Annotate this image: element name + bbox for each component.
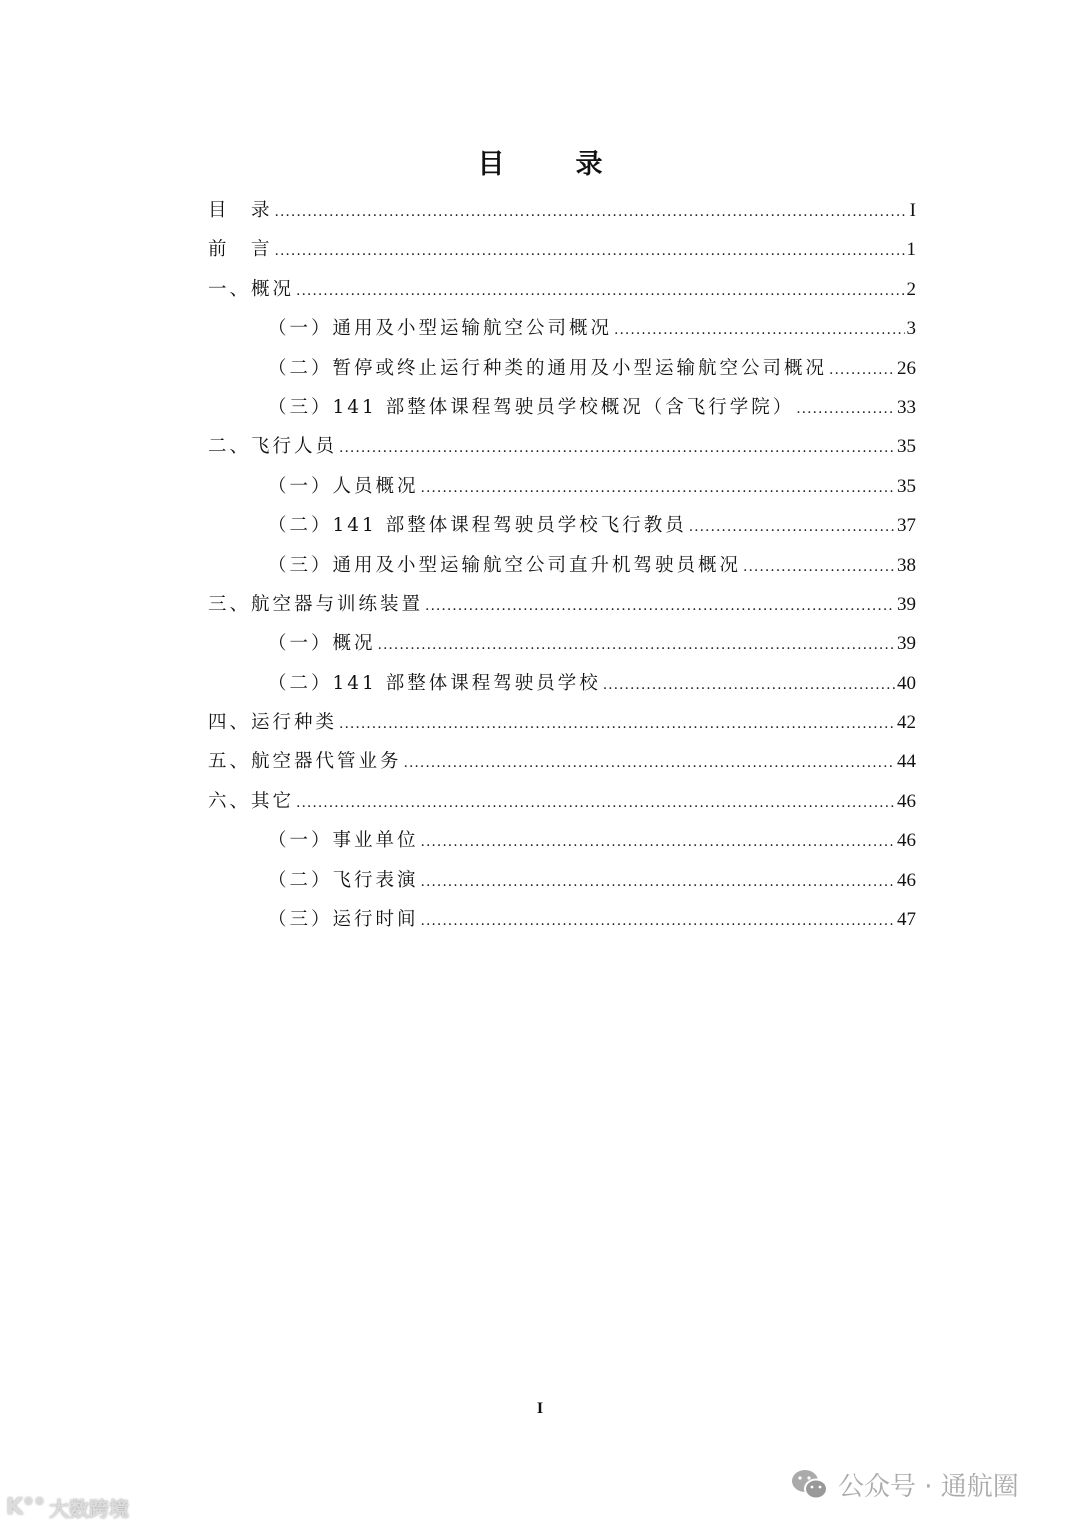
toc-entry[interactable] [208,905,916,944]
dot-leader [829,362,895,378]
dot-leader [339,440,895,456]
toc-entry-page: 39 [897,633,916,655]
toc-entry-label: （三）运行时间 [268,909,419,931]
toc-entry[interactable] [208,590,916,629]
toc-entry-label: 三、航空器与训练装置 [208,593,424,615]
toc-entry-page: 33 [897,396,916,418]
dot-leader [796,401,895,417]
dot-leader [404,755,895,771]
dot-leader [421,834,895,850]
dot-leader [421,874,895,890]
toc-entry-page: 38 [897,554,916,576]
toc-entry[interactable] [208,866,916,905]
dot-leader [603,677,895,693]
toc-entry-label: （二）飞行表演 [268,869,419,891]
toc-entry-page: 46 [897,790,916,812]
brand-name: 大数跨境 [49,1497,130,1521]
dot-leader [296,795,895,811]
page-title: 目 录 [477,149,625,180]
dot-leader [421,913,895,929]
dot-leader [614,322,904,338]
toc-entry-label: 前 言 [208,239,273,261]
toc-entry-page: 37 [897,515,916,537]
toc-entry[interactable] [208,314,916,353]
toc-entry[interactable] [208,629,916,668]
brand-watermark [6,1493,129,1522]
toc-entry-label: 六、其它 [208,790,295,812]
dot-leader [425,598,895,614]
toc-entry-label: 二、飞行人员 [208,436,338,458]
toc-entry[interactable] [208,551,916,590]
toc-entry[interactable] [208,669,916,708]
toc-entry[interactable] [208,472,916,511]
wechat-icon [790,1468,830,1502]
wechat-watermark [790,1466,1019,1503]
toc-entry[interactable] [208,196,916,235]
toc-entry-label: 四、运行种类 [208,712,338,734]
toc-entry[interactable] [208,275,916,314]
dot-leader [275,243,905,259]
table-of-contents [208,196,916,944]
toc-entry-page: I [909,200,916,221]
wechat-account-name: 公众号 · 通航圈 [838,1472,1019,1502]
toc-entry-page: 26 [897,357,916,379]
toc-entry-label: （二）暂停或终止运行种类的通用及小型运输航空公司概况 [268,357,828,379]
toc-entry-page: 35 [897,436,916,458]
dot-leader [339,716,895,732]
toc-entry[interactable] [208,393,916,432]
toc-entry-label: （二）141 部整体课程驾驶员学校飞行教员 [268,515,687,537]
toc-entry[interactable] [208,432,916,471]
brand-logo-icon: K°° [6,1495,46,1520]
toc-entry[interactable] [208,235,916,274]
toc-entry-page: 44 [897,751,916,773]
dot-leader [275,204,908,220]
toc-entry-label: （三）141 部整体课程驾驶员学校概况（含飞行学院） [268,396,795,418]
toc-entry-page: 2 [906,278,916,300]
toc-entry-label: （一）人员概况 [268,475,419,497]
dot-leader [689,519,895,535]
toc-entry-label: （三）通用及小型运输航空公司直升机驾驶员概况 [268,554,742,576]
toc-entry-label: （一）概况 [268,633,376,655]
toc-entry[interactable] [208,747,916,786]
toc-entry-page: 46 [897,830,916,852]
toc-entry-page: 42 [897,712,916,734]
page-number: I [536,1400,544,1417]
dot-leader [378,637,895,653]
toc-entry-page: 46 [897,869,916,891]
toc-entry-page: 3 [906,318,916,340]
toc-entry-page: 47 [897,909,916,931]
dot-leader [421,480,895,496]
toc-entry-label: （一）事业单位 [268,830,419,852]
toc-entry-label: 一、概况 [208,278,295,300]
toc-entry-label: （一）通用及小型运输航空公司概况 [268,318,613,340]
toc-entry[interactable] [208,708,916,747]
dot-leader [296,283,904,299]
toc-entry[interactable] [208,787,916,826]
toc-entry-page: 35 [897,475,916,497]
toc-entry[interactable] [208,354,916,393]
toc-entry-page: 1 [906,239,916,261]
toc-entry-label: 五、航空器代管业务 [208,751,402,773]
toc-entry-page: 40 [897,672,916,694]
toc-entry[interactable] [208,826,916,865]
toc-entry-label: （二）141 部整体课程驾驶员学校 [268,672,601,694]
toc-entry[interactable] [208,511,916,550]
toc-entry-label: 目 录 [208,200,273,221]
toc-entry-page: 39 [897,593,916,615]
dot-leader [743,559,895,575]
